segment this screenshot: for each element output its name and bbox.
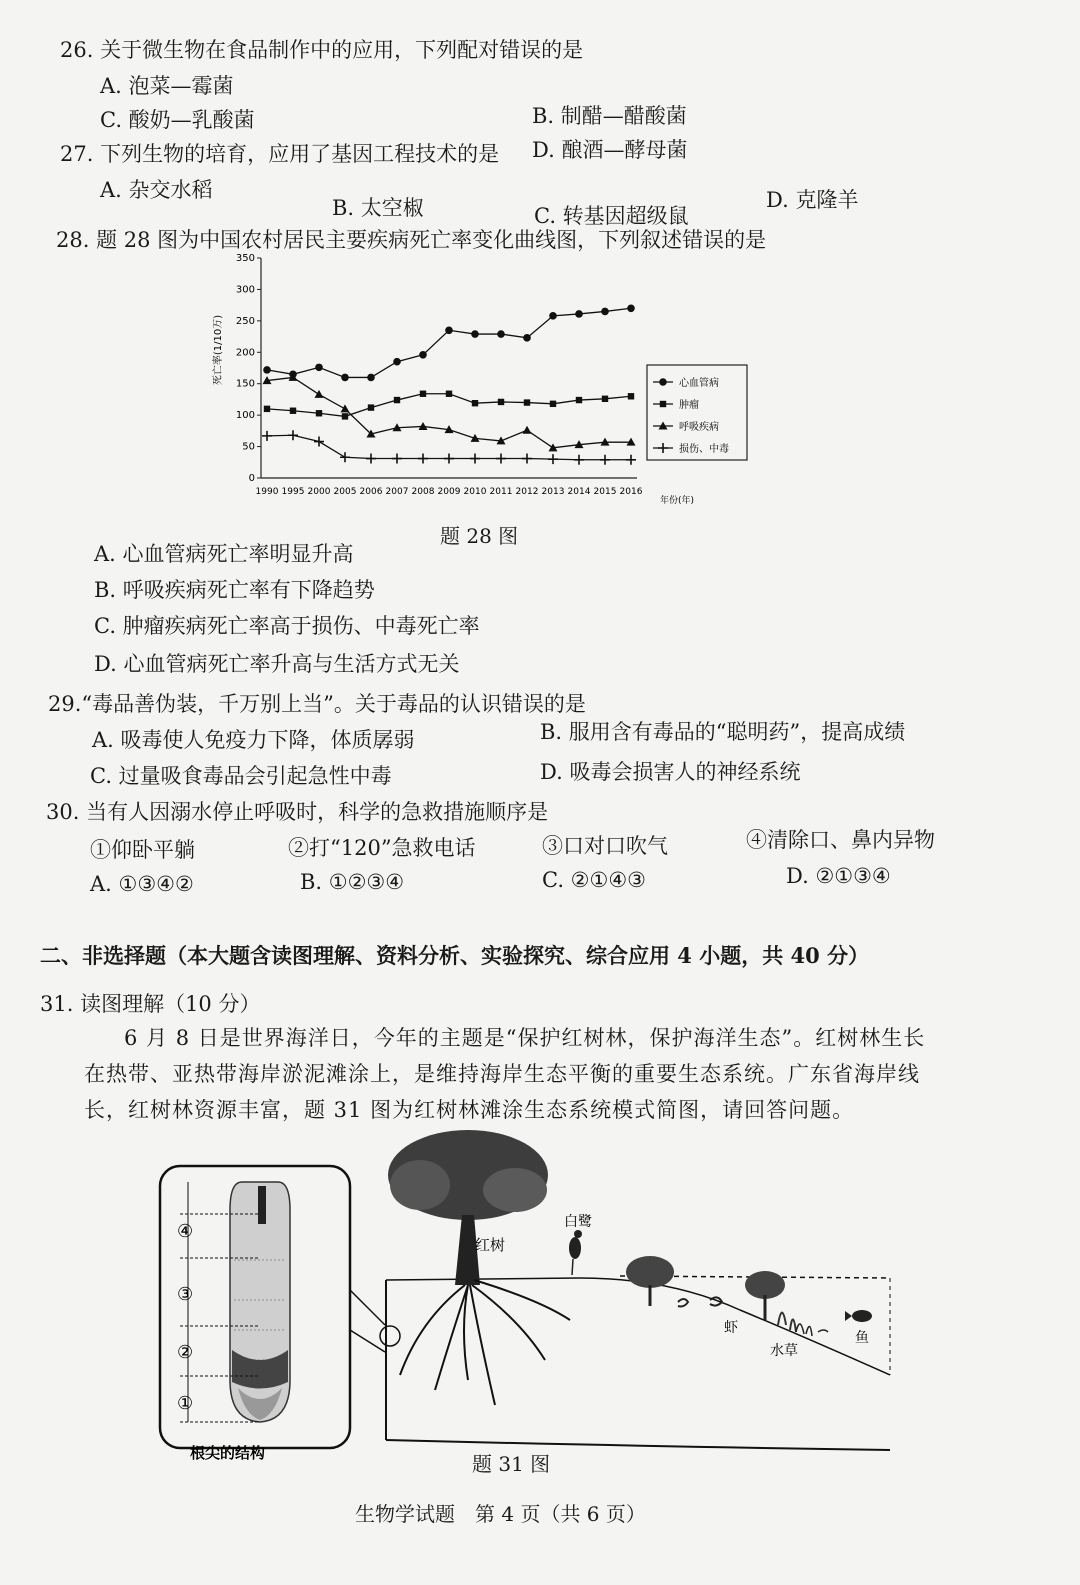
q28-figure-caption: 题 28 图 (440, 524, 519, 548)
q30-option-a: A. ①③④② (90, 872, 194, 896)
data-point (601, 308, 609, 316)
x-tick-label: 2007 (385, 487, 409, 497)
data-point (446, 391, 452, 397)
data-point (263, 366, 271, 374)
y-tick-label: 350 (235, 253, 255, 264)
x-tick-label: 2013 (541, 487, 565, 497)
data-point (341, 404, 350, 412)
y-tick-label: 300 (235, 284, 255, 296)
data-point (314, 437, 324, 447)
data-point (316, 410, 322, 416)
fish (845, 1310, 872, 1322)
data-point (627, 304, 635, 312)
data-point (419, 351, 427, 359)
q30-option-b: B. ①②③④ (300, 870, 405, 894)
root-tip-caption: 根尖的结构 (190, 1444, 266, 1462)
data-point (549, 312, 557, 320)
fish-label: 鱼 (855, 1330, 869, 1346)
mangrove-tree (388, 1130, 570, 1405)
legend-marker (659, 378, 667, 386)
x-tick-label: 2005 (333, 487, 357, 497)
data-point (288, 430, 298, 440)
root-tip-illustration (230, 1182, 290, 1422)
data-point (576, 397, 582, 403)
data-point (315, 364, 323, 372)
q31-paragraph-line-3: 长，红树林资源丰富，题 31 图为红树林滩涂生态系统模式简图，请回答问题。 (84, 1098, 855, 1122)
data-point (575, 310, 583, 318)
data-point (602, 396, 608, 402)
data-point (523, 334, 531, 342)
egret-bird (569, 1230, 582, 1275)
q27-option-b: B. 太空椒 (332, 196, 424, 220)
y-tick-label: 0 (248, 473, 255, 484)
q27-option-d: D. 克隆羊 (766, 188, 859, 212)
data-point (418, 454, 428, 464)
shrimp (678, 1297, 722, 1306)
q30-option-c: C. ②①④③ (542, 868, 646, 892)
tree-label: 红树 (475, 1236, 506, 1254)
data-point (444, 454, 454, 464)
data-point (342, 413, 348, 419)
legend-label: 肿瘤 (679, 400, 699, 411)
x-tick-label: 2015 (593, 487, 617, 497)
legend-label: 损伤、中毒 (679, 444, 729, 455)
data-point (419, 422, 428, 430)
data-point (262, 431, 272, 441)
series-1 (263, 304, 635, 381)
q31-paragraph-line-1: 6 月 8 日是世界海洋日，今年的主题是“保护红树林，保护海洋生态”。红树林生长 (124, 1026, 926, 1050)
q28-stem: 28. 题 28 图为中国农村居民主要疾病死亡率变化曲线图，下列叙述错误的是 (56, 228, 767, 252)
q29-option-d: D. 吸毒会损害人的神经系统 (540, 760, 801, 784)
section-2-heading: 二、非选择题（本大题含读图理解、资料分析、实验探究、综合应用 4 小题，共 40 分） (40, 943, 870, 968)
data-point (574, 455, 584, 465)
q29-option-a: A. 吸毒使人免疫力下降，体质孱弱 (92, 728, 415, 752)
y-tick-label: 200 (235, 347, 255, 359)
q29-option-b: B. 服用含有毒品的“聪明药”，提高成绩 (540, 720, 906, 744)
data-point (341, 374, 349, 382)
x-tick-label: 2008 (411, 487, 435, 497)
water-grass-label: 水草 (770, 1343, 798, 1359)
data-point (392, 454, 402, 464)
q30-step-1: ①仰卧平躺 (90, 838, 195, 862)
root-zone-label-1: ① (177, 1393, 194, 1414)
q26-option-b: B. 制醋—醋酸菌 (532, 104, 687, 128)
data-point (420, 391, 426, 397)
q28-option-d: D. 心血管病死亡率升高与生活方式无关 (94, 652, 460, 676)
q30-stem: 30. 当有人因溺水停止呼吸时，科学的急救措施顺序是 (46, 800, 549, 824)
data-point (368, 404, 374, 410)
legend-label: 心血管病 (679, 378, 719, 389)
data-point (366, 454, 376, 464)
data-point (340, 452, 350, 462)
x-tick-label: 2010 (463, 487, 487, 497)
x-tick-label: 2014 (567, 487, 591, 497)
egret-label: 白鹭 (564, 1214, 592, 1230)
y-tick-label: 100 (235, 410, 255, 422)
chart-y-axis-label: 死亡率(1/10万) (213, 314, 224, 386)
data-point (550, 401, 556, 407)
data-point (498, 399, 504, 405)
data-point (471, 330, 479, 338)
legend-label: 呼吸疾病 (679, 422, 719, 433)
data-point (445, 326, 453, 334)
x-tick-label: 2000 (307, 487, 331, 497)
q31-stem: 31. 读图理解（10 分） (40, 992, 261, 1016)
q27-stem: 27. 下列生物的培育，应用了基因工程技术的是 (60, 142, 500, 166)
data-point (548, 454, 558, 464)
q26-option-c: C. 酸奶—乳酸菌 (100, 108, 255, 132)
q28-option-a: A. 心血管病死亡率明显升高 (94, 542, 354, 566)
y-tick-label: 250 (235, 315, 255, 327)
data-point (522, 454, 532, 464)
q31-figure-caption: 题 31 图 (472, 1452, 551, 1476)
q29-option-c: C. 过量吸食毒品会引起急性中毒 (90, 764, 392, 788)
q27-option-a: A. 杂交水稻 (100, 178, 213, 202)
q28-option-b: B. 呼吸疾病死亡率有下降趋势 (94, 578, 375, 602)
data-point (628, 393, 634, 399)
q29-stem: 29.“毒品善伪装，千万别上当”。关于毒品的认识错误的是 (48, 692, 586, 716)
x-tick-label: 2012 (515, 487, 539, 497)
data-point (264, 406, 270, 412)
x-tick-label: 1990 (255, 487, 279, 497)
y-tick-label: 150 (235, 378, 255, 390)
data-point (290, 408, 296, 414)
root-tip-zoom-circle (380, 1326, 400, 1346)
legend-marker (660, 401, 666, 407)
shrimp-label: 虾 (724, 1320, 738, 1336)
data-point (367, 374, 375, 382)
data-point (496, 454, 506, 464)
x-tick-label: 2009 (437, 487, 461, 497)
q27-option-c: C. 转基因超级鼠 (534, 204, 689, 228)
mangrove-ecosystem-figure (150, 1120, 920, 1480)
q30-step-2: ②打“120”急救电话 (288, 836, 476, 860)
x-tick-label: 2006 (359, 487, 383, 497)
data-point (315, 390, 324, 398)
data-point (523, 426, 532, 434)
root-zone-label-4: ④ (177, 1221, 194, 1242)
root-zone-label-2: ② (177, 1342, 194, 1363)
x-tick-label: 2011 (489, 487, 513, 497)
y-tick-label: 50 (242, 441, 255, 453)
data-point (472, 400, 478, 406)
root-zone-label-3: ③ (177, 1284, 194, 1305)
data-point (393, 358, 401, 366)
q30-step-3: ③口对口吹气 (542, 834, 668, 858)
data-point (626, 455, 636, 465)
q26-option-a: A. 泡菜—霉菌 (100, 74, 234, 98)
x-tick-label: 1995 (281, 487, 305, 497)
q28-option-c: C. 肿瘤疾病死亡率高于损伤、中毒死亡率 (94, 614, 480, 638)
mortality-line-chart (205, 250, 765, 515)
data-point (470, 454, 480, 464)
small-mangrove-trees (626, 1256, 796, 1332)
q31-paragraph-line-2: 在热带、亚热带海岸淤泥滩涂上，是维持海岸生态平衡的重要生态系统。广东省海岸线 (84, 1062, 920, 1086)
q26-option-d: D. 酿酒—酵母菌 (532, 138, 688, 162)
q30-option-d: D. ②①③④ (786, 864, 891, 888)
page-footer: 生物学试题 第 4 页（共 6 页） (355, 1502, 646, 1526)
data-point (600, 455, 610, 465)
data-point (497, 330, 505, 338)
data-point (394, 397, 400, 403)
x-tick-label: 2016 (619, 487, 643, 497)
q30-step-4: ④清除口、鼻内异物 (746, 828, 935, 852)
q26-stem: 26. 关于微生物在食品制作中的应用，下列配对错误的是 (60, 38, 584, 62)
chart-x-axis-label: 年份(年) (660, 496, 695, 506)
chart-legend (647, 365, 747, 460)
data-point (524, 399, 530, 405)
